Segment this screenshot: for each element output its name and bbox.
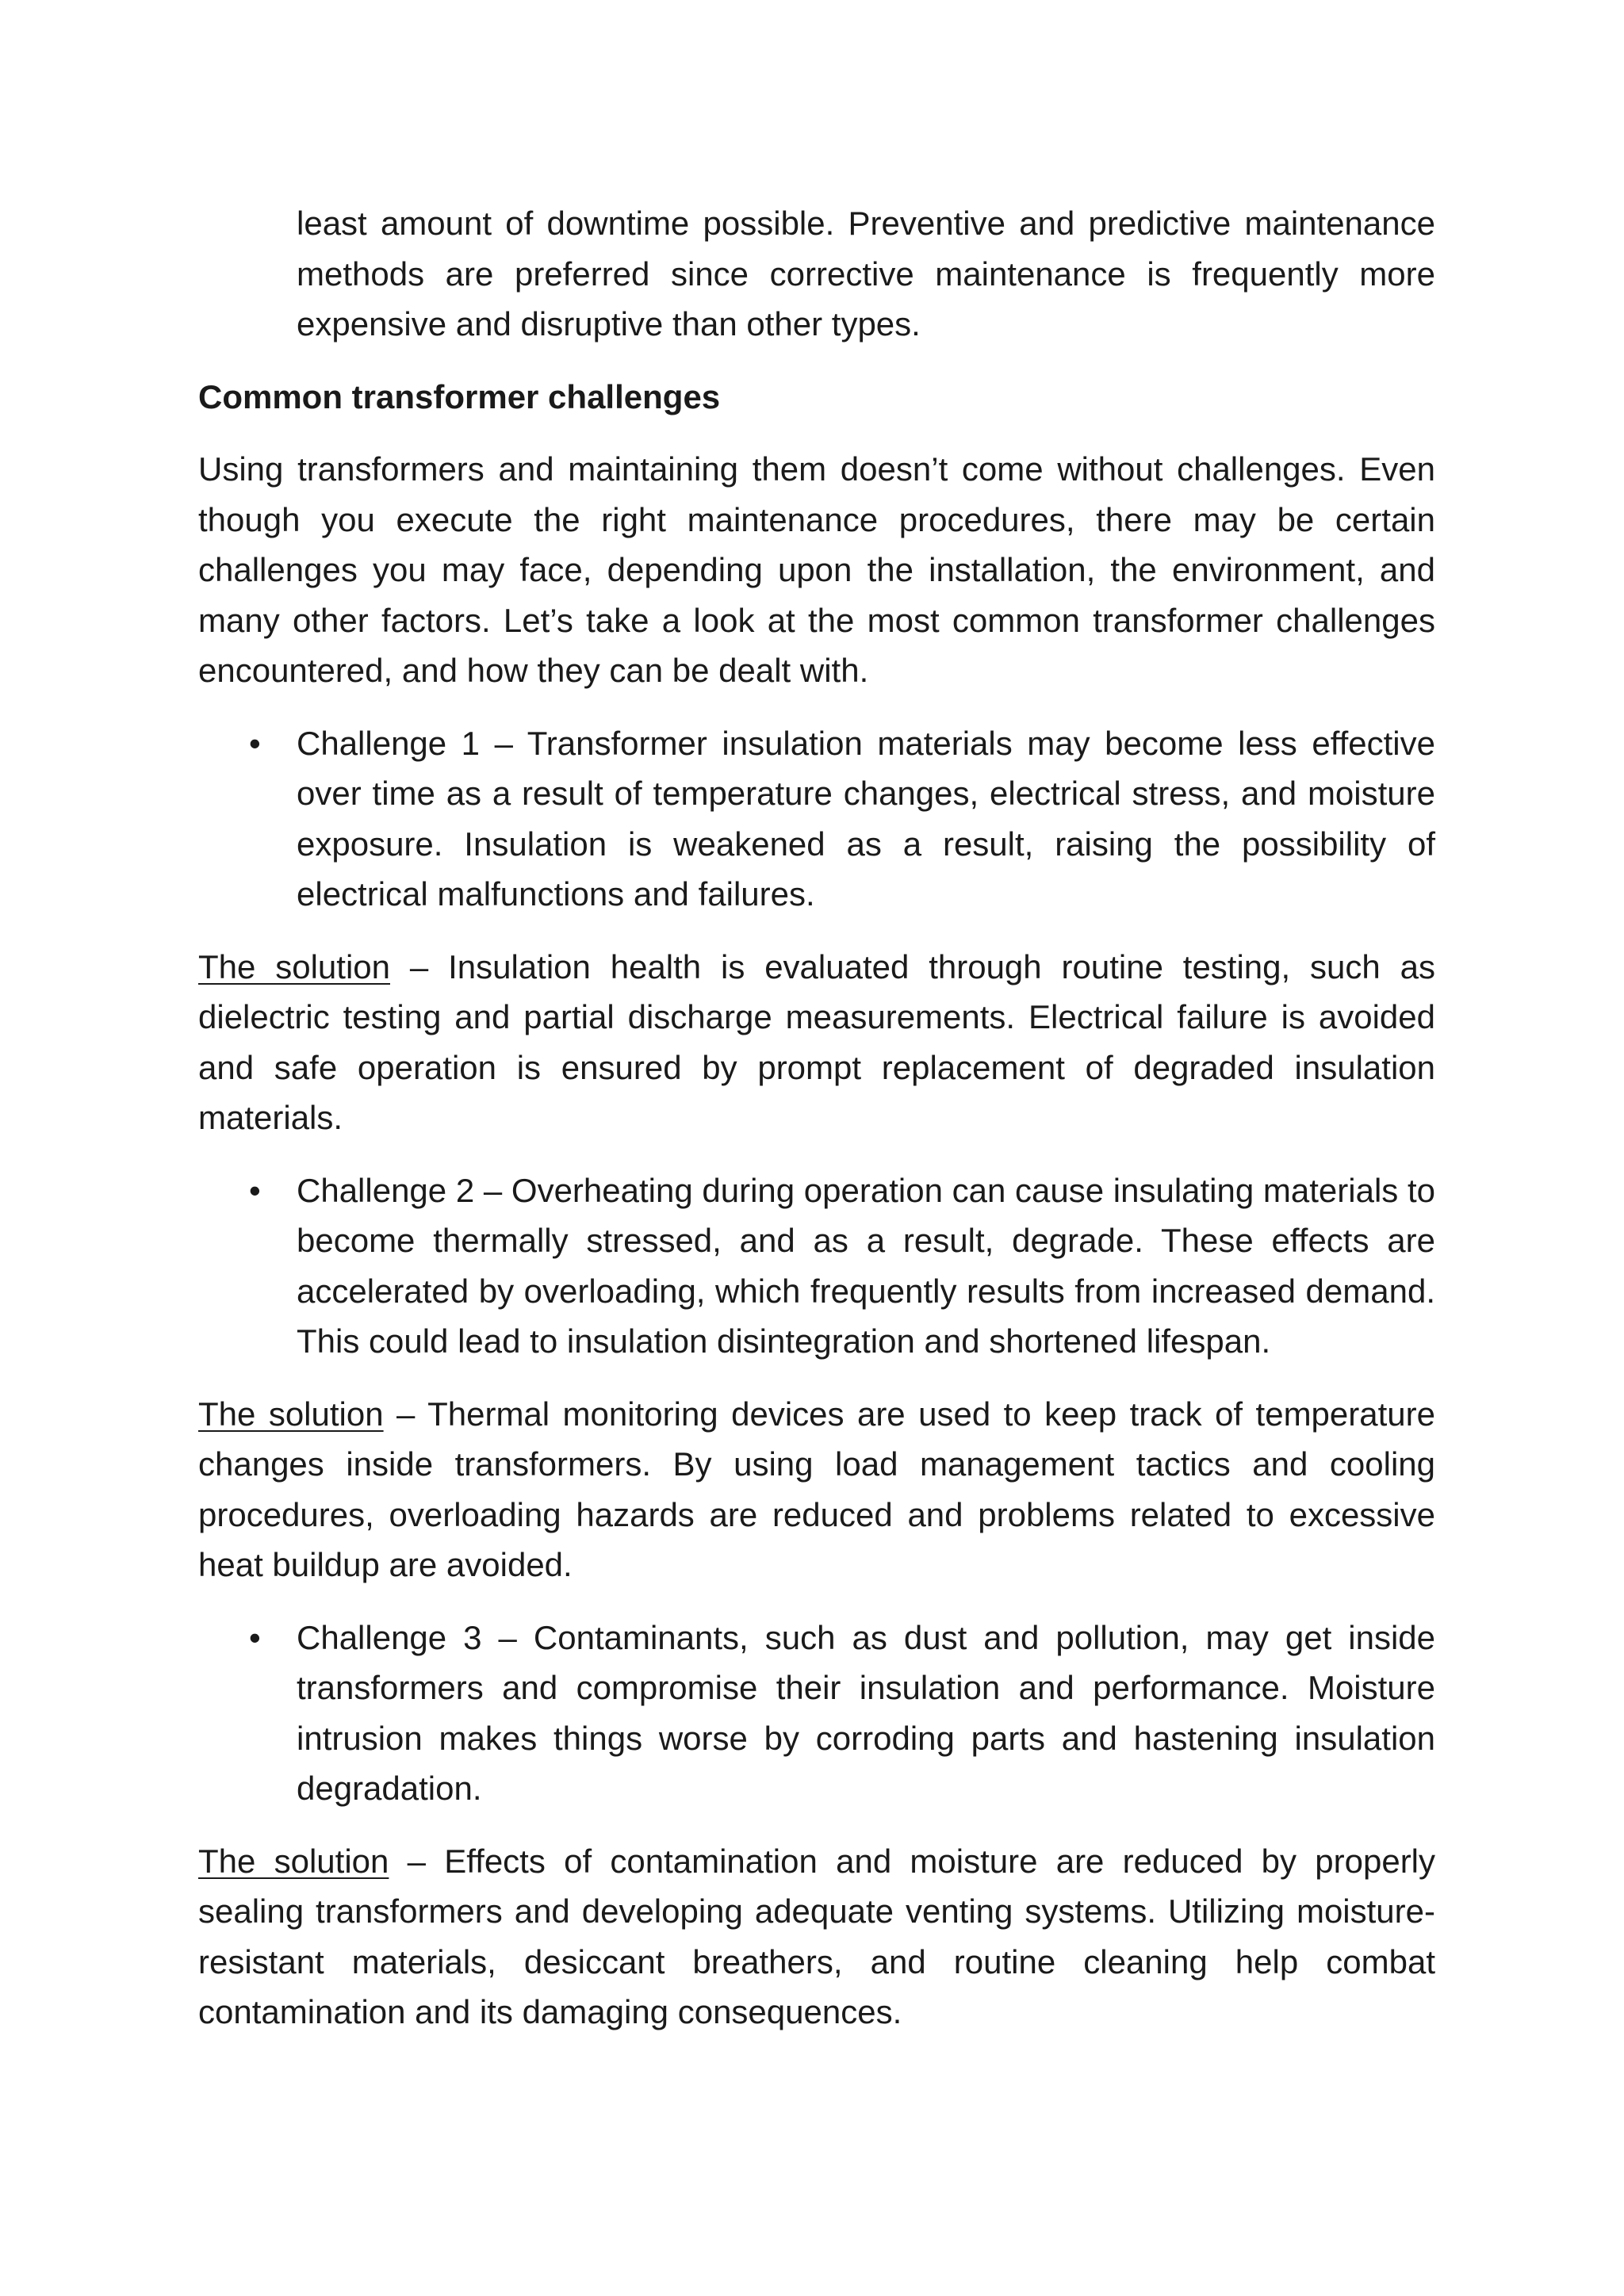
challenge-text: Challenge 3 – Contaminants, such as dust and pollution, may get inside transformers and compromise their insulation and performance. Moisture intrusion makes things worse by corroding parts and hastening insulation degradation.: [297, 1618, 1435, 1807]
bullet-icon: •: [249, 1618, 261, 1656]
solution-text: – Effects of contamination and moisture are reduced by properly sealing transformers and developing adequate venting systems. Utilizing moisture-resistant materials, desiccant breathers, and routine cleaning help combat contamination and its damaging consequences.: [198, 1842, 1436, 2030]
solution-label: The solution: [198, 1842, 389, 1880]
solution-text: – Insulation health is evaluated through routine testing, such as dielectric testing and partial discharge measurements. Electrical failure is avoided and safe operation is ensured by prompt replacement of degraded insulation materials.: [198, 947, 1435, 1136]
challenge-item: [249, 718, 1435, 920]
solution-label: The solution: [198, 947, 390, 985]
solution-text: – Thermal monitoring devices are used to keep track of temperature changes inside transformers. By using load management tactics and cooling procedures, overloading hazards are reduced and problems related to excessive heat buildup are avoided.: [198, 1395, 1435, 1583]
document-page: [198, 198, 1435, 2038]
solution-paragraph: [198, 1389, 1435, 1590]
solution-label: The solution: [198, 1395, 384, 1433]
challenge-list: [198, 718, 1435, 920]
challenge-list: [198, 1165, 1435, 1367]
bullet-icon: •: [249, 1171, 261, 1209]
intro-continuation-paragraph: least amount of downtime possible. Preventive and predictive maintenance methods are preferred since corrective maintenance is frequently more expensive and disruptive than other types.: [297, 205, 1435, 342]
challenge-text: Challenge 1 – Transformer insulation materials may become less effective over time as a result of temperature changes, electrical stress, and moisture exposure. Insulation is weakened as a result, raising the possibility of electrical malfunctions and failures.: [297, 724, 1435, 913]
challenge-item: [249, 1165, 1435, 1367]
section-heading: Common transformer challenges: [198, 377, 721, 415]
challenge-text: Challenge 2 – Overheating during operation can cause insulating materials to become thermally stressed, and as a result, degrade. These effects are accelerated by overloading, which frequently results from increased demand. This could lead to insulation disintegration and shortened lifespan.: [297, 1171, 1435, 1360]
challenge-list: [198, 1613, 1435, 1814]
solution-paragraph: [198, 942, 1435, 1143]
section-intro-paragraph: Using transformers and maintaining them doesn’t come without challenges. Even though you execute the right maintenance procedures, there may be certain challenges you may face, depending upon the installation, the environment, and many other factors. Let’s take a look at the most common transformer challenges encountered, and how they can be dealt with.: [198, 450, 1435, 689]
challenge-item: [249, 1613, 1435, 1814]
bullet-icon: •: [249, 724, 261, 762]
solution-paragraph: [198, 1836, 1435, 2038]
